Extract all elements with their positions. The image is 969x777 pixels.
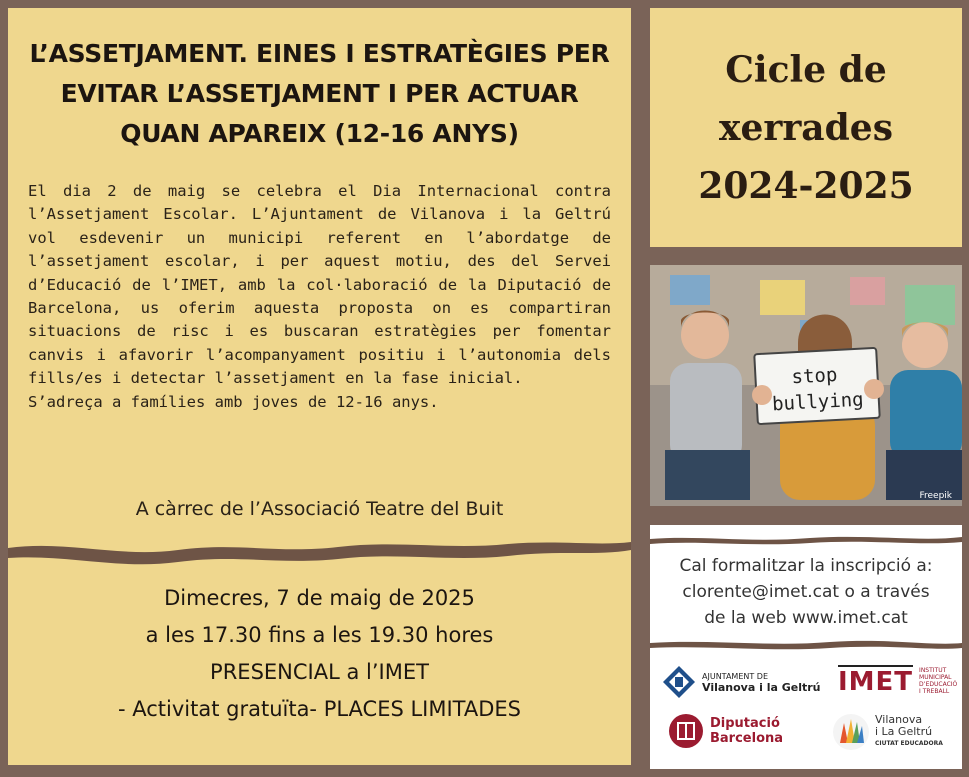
title-line-1: L’ASSETJAMENT. EINES I ESTRATÈGIES PER bbox=[29, 39, 610, 68]
event-time: a les 17.30 fins a les 19.30 hores bbox=[145, 623, 494, 647]
event-title bbox=[28, 34, 611, 154]
event-date: Dimecres, 7 de maig de 2025 bbox=[164, 586, 475, 610]
left-panel bbox=[8, 8, 631, 765]
registration-line-3[interactable]: de la web www.imet.cat bbox=[704, 608, 908, 628]
photo-credit: Freepik bbox=[919, 491, 952, 501]
ajuntament-logo bbox=[662, 665, 821, 699]
registration-panel bbox=[650, 525, 962, 769]
imet-desc-2: MUNICIPAL bbox=[919, 674, 952, 681]
imet-desc-3: D’EDUCACIÓ bbox=[919, 681, 958, 688]
registration-line-1: Cal formalitzar la inscripció a: bbox=[679, 556, 933, 576]
brush-top bbox=[650, 533, 962, 547]
ajuntament-line-1: AJUNTAMENT DE bbox=[702, 672, 768, 681]
ciutat-text bbox=[875, 714, 943, 750]
diputacio-text bbox=[710, 716, 783, 746]
ajuntament-line-2: Vilanova i la Geltrú bbox=[702, 681, 821, 694]
photo-illustration bbox=[650, 265, 962, 506]
diputacio-line-2: Barcelona bbox=[710, 731, 784, 746]
cycle-line-2: xerrades bbox=[719, 106, 893, 149]
diputacio-line-1: Diputació bbox=[710, 716, 780, 731]
registration-text bbox=[650, 553, 962, 631]
imet-logo bbox=[838, 665, 957, 697]
event-location: PRESENCIAL a l’IMET bbox=[210, 660, 429, 684]
cycle-title bbox=[698, 41, 913, 215]
event-details bbox=[8, 580, 631, 728]
cycle-line-3: 2024-2025 bbox=[698, 164, 914, 207]
wave-divider bbox=[8, 530, 631, 570]
ciutat-line-1: Vilanova bbox=[875, 713, 923, 726]
registration-line-2[interactable]: clorente@imet.cat o a través bbox=[682, 582, 930, 602]
ciutat-line-3: CIUTAT EDUCADORA bbox=[875, 740, 943, 747]
brush-bottom bbox=[650, 638, 962, 652]
sign-line-2: bullying bbox=[771, 388, 865, 416]
ajuntament-shield-icon bbox=[662, 665, 696, 699]
title-line-2: EVITAR L’ASSETJAMENT I PER ACTUAR bbox=[60, 79, 579, 108]
audience-text: S’adreça a famílies amb joves de 12-16 anys. bbox=[28, 392, 439, 411]
speaker-text: A càrrec de l’Associació Teatre del Buit bbox=[135, 498, 504, 520]
ciutat-educadora-logo bbox=[832, 713, 943, 751]
title-line-3: QUAN APAREIX (12-16 ANYS) bbox=[120, 119, 519, 148]
sign-line-1: stop bbox=[791, 363, 838, 389]
imet-wordmark: IMET bbox=[838, 667, 914, 697]
cycle-line-1: Cicle de bbox=[725, 48, 887, 91]
diputacio-logo bbox=[668, 713, 783, 749]
cycle-panel bbox=[650, 8, 962, 247]
imet-description bbox=[919, 667, 957, 695]
description-paragraph: El dia 2 de maig se celebra el Dia Internacional contra l’Assetjament Escolar. L’Ajuntament de Vilanova i la Geltrú vol esdevenir un municipi referent en l’abordatge de l’assetjament escolar, i per aquest motiu, des del Servei d’Educació de l’IMET, amb la col·laboració de la Diputació de Barcelona, us oferim aquesta proposta on es compartiran situacions de risc i es buscaran estratègies per fomentar canvis i afavorir l’acompanyament positiu i l’autonomia dels fills/es i detectar l’assetjament en la fase inicial. bbox=[28, 182, 611, 388]
hand-colors-icon bbox=[832, 713, 870, 751]
imet-desc-4: I TREBALL bbox=[919, 688, 950, 695]
ciutat-line-2: i La Geltrú bbox=[875, 725, 933, 738]
diputacio-seal-icon bbox=[668, 713, 704, 749]
imet-desc-1: INSTITUT bbox=[919, 667, 947, 674]
stop-bullying-photo bbox=[650, 265, 962, 506]
event-note: - Activitat gratuïta- PLACES LIMITADES bbox=[117, 697, 522, 721]
description bbox=[28, 180, 611, 414]
